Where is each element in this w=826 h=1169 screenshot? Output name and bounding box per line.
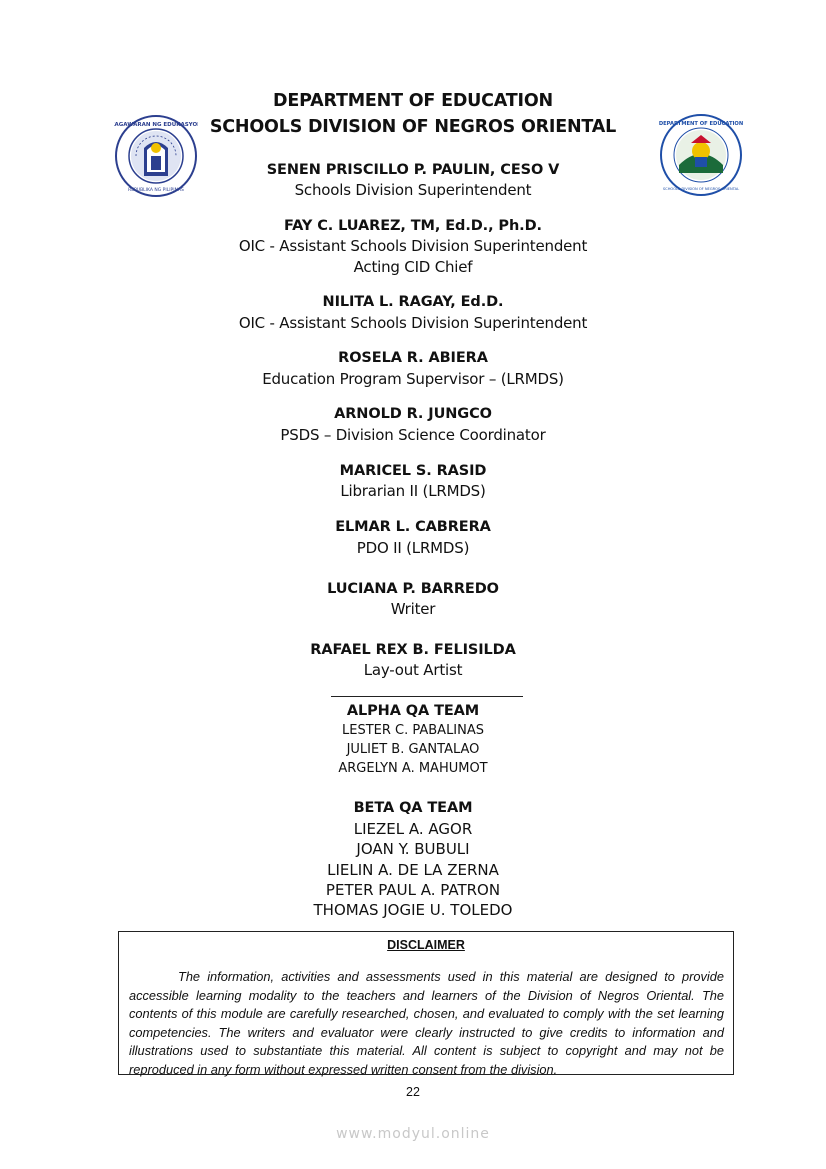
credit-role: PSDS – Division Science Coordinator (280, 426, 546, 444)
svg-text:DEPARTMENT OF EDUCATION: DEPARTMENT OF EDUCATION (659, 121, 743, 127)
beta-team-member: THOMAS JOGIE U. TOLEDO (313, 901, 513, 919)
credit-role: OIC - Assistant Schools Division Superintendent (238, 237, 588, 255)
credit-role: OIC - Assistant Schools Division Superintendent (238, 314, 588, 332)
credit-role: Lay-out Artist (363, 661, 463, 679)
alpha-team-member: JULIET B. GANTALAO (346, 742, 480, 757)
beta-team-member: JOAN Y. BUBULI (356, 840, 470, 858)
beta-team-title: BETA QA TEAM (353, 800, 473, 816)
credit-role: Education Program Supervisor – (LRMDS) (262, 370, 564, 388)
credit-role: Acting CID Chief (353, 258, 473, 276)
credit-role: PDO II (LRMDS) (356, 539, 470, 557)
beta-team-member: LIEZEL A. AGOR (353, 820, 473, 838)
credit-role: Schools Division Superintendent (294, 181, 532, 199)
disclaimer-box (118, 931, 734, 1075)
header-title-line-1: DEPARTMENT OF EDUCATION (273, 91, 553, 111)
credit-name: FAY C. LUAREZ, TM, Ed.D., Ph.D. (284, 218, 542, 234)
disclaimer-body: The information, activities and assessments used in this material are designed to provide accessible learning modality to the teachers and learners of the Division of Negros Oriental. The contents of this module are carefully researched, chosen, and evaluated to comply with the set learning competencies. The writers and evaluator were clearly instructed to give credits to information and illustrations used to substantiate this material. All content is subject to copyright and may not be reproduced in any form without expressed written consent from the division. (129, 969, 724, 1077)
beta-team-member: LIELIN A. DE LA ZERNA (327, 861, 499, 879)
credit-name: MARICEL S. RASID (339, 463, 487, 479)
credit-role: Librarian II (LRMDS) (340, 482, 486, 500)
svg-text:REPUBLIKA NG PILIPINAS: REPUBLIKA NG PILIPINAS (128, 188, 184, 193)
watermark-text: www.modyul.online (336, 1126, 490, 1142)
alpha-team-member: LESTER C. PABALINAS (341, 723, 485, 738)
credit-name: SENEN PRISCILLO P. PAULIN, CESO V (266, 162, 560, 178)
page-number: 22 (406, 1085, 420, 1099)
header-title-line-2: SCHOOLS DIVISION OF NEGROS ORIENTAL (209, 117, 617, 137)
alpha-team-title: ALPHA QA TEAM (346, 703, 480, 719)
section-divider (331, 696, 523, 697)
credit-name: ARNOLD R. JUNGCO (334, 406, 492, 422)
credit-role: Writer (390, 600, 436, 618)
credit-name: NILITA L. RAGAY, Ed.D. (322, 294, 504, 310)
credit-name: ELMAR L. CABRERA (335, 519, 491, 535)
credit-name: LUCIANA P. BARREDO (327, 581, 499, 597)
alpha-team-member: ARGELYN A. MAHUMOT (338, 761, 488, 776)
svg-text:SCHOOLS DIVISION OF NEGROS ORI: SCHOOLS DIVISION OF NEGROS ORIENTAL (662, 187, 740, 191)
beta-team-member: PETER PAUL A. PATRON (325, 881, 501, 899)
disclaimer-title: DISCLAIMER (387, 938, 465, 952)
svg-text:KAGAWARAN NG EDUKASYON: KAGAWARAN NG EDUKASYON (114, 122, 198, 128)
credit-name: RAFAEL REX B. FELISILDA (310, 642, 516, 658)
credit-name: ROSELA R. ABIERA (338, 350, 488, 366)
